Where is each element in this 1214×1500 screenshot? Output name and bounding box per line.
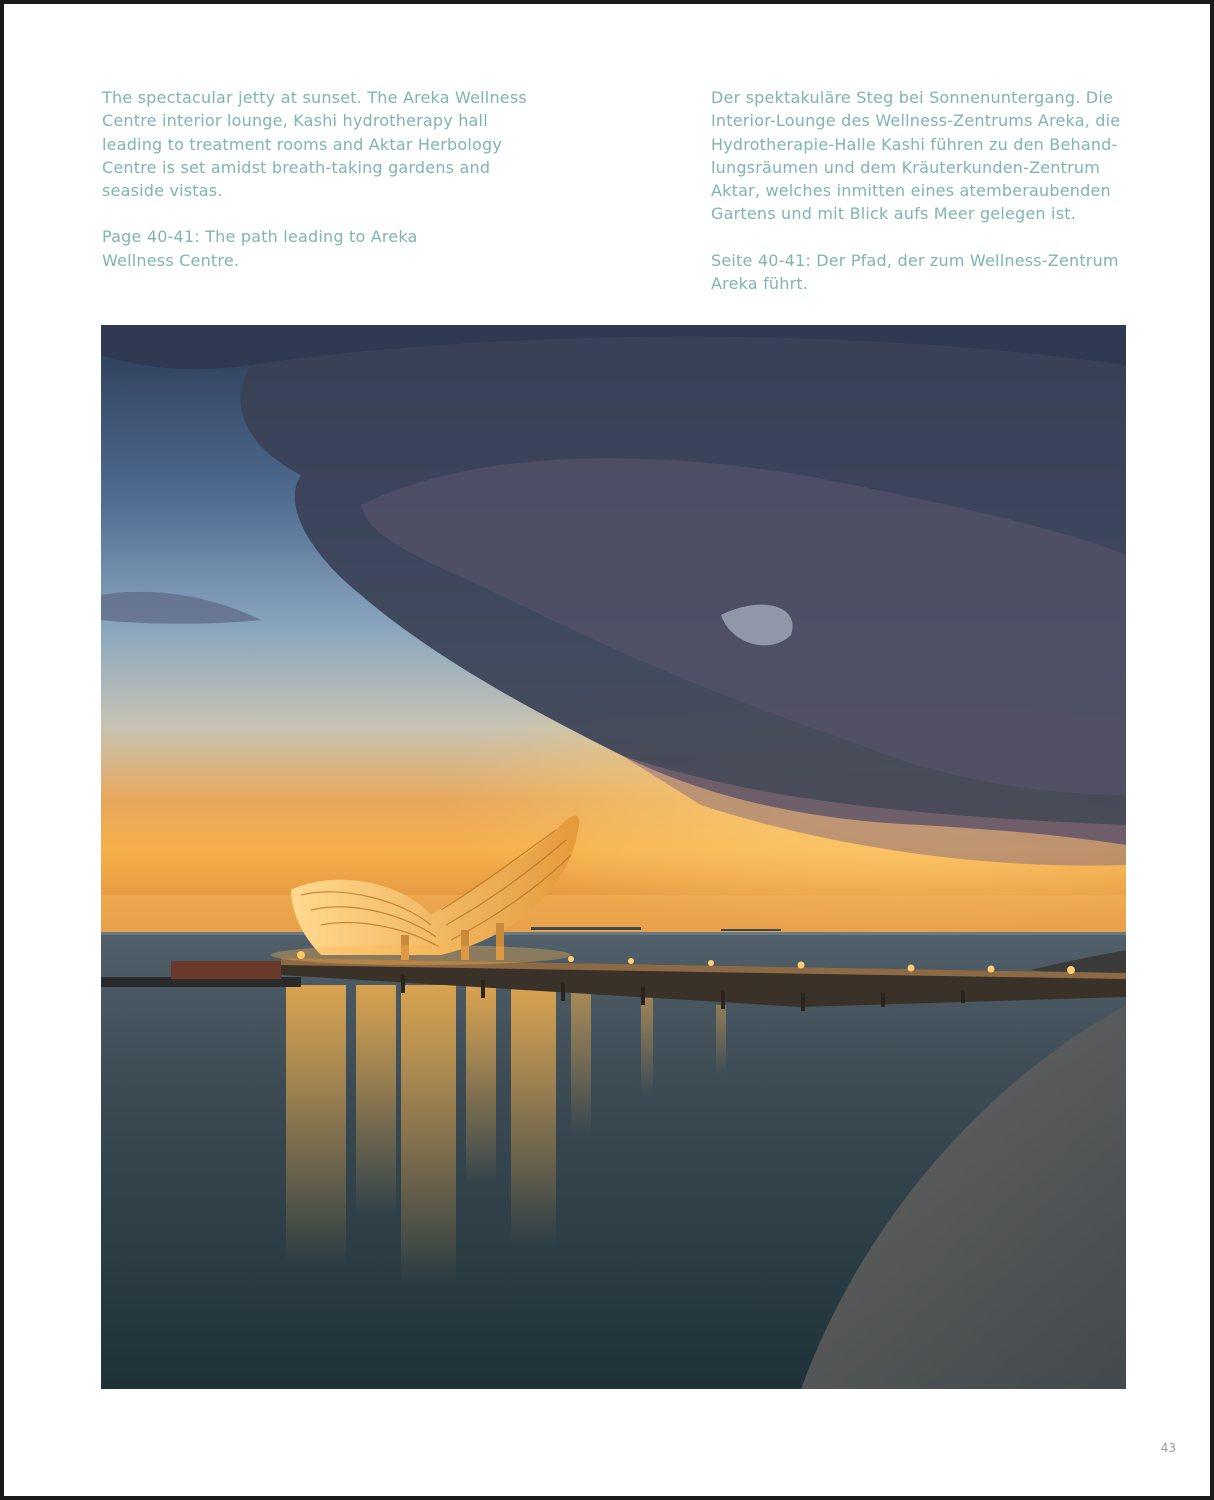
caption-en-paragraph-2: [102, 225, 542, 272]
caption-line: Areka führt.: [711, 274, 809, 294]
jetty-sunset-photo: [101, 325, 1126, 1389]
caption-english: [102, 86, 542, 272]
caption-line: Der spektakuläre Steg bei Sonnenuntergang. Die: [711, 88, 1114, 107]
caption-line: Gartens und mit Blick aufs Meer gelegen ist.: [711, 204, 1077, 224]
caption-de-paragraph-2: [711, 249, 1141, 296]
caption-line: Centre interior lounge, Kashi hydrotherapy hall: [102, 111, 488, 131]
caption-en-paragraph-1: [102, 86, 542, 202]
caption-line: Aktar, welches inmitten eines atemberaubenden: [711, 181, 1111, 201]
caption-line: Hydrotherapie-Halle Kashi führen zu den Behand-: [711, 134, 1118, 154]
caption-line: leading to treatment rooms and Aktar Herbology: [102, 134, 502, 154]
caption-line: The spectacular jetty at sunset. The Areka Wellness: [102, 88, 527, 107]
caption-de-paragraph-1: [711, 86, 1141, 226]
caption-line: Page 40-41: The path leading to Areka: [102, 227, 418, 247]
caption-line: Centre is set amidst breath-taking gardens and: [102, 157, 491, 177]
caption-line: Wellness Centre.: [102, 250, 240, 270]
caption-line: seaside vistas.: [102, 181, 223, 201]
caption-line: Seite 40-41: Der Pfad, der zum Wellness-Zentrum: [711, 250, 1119, 270]
caption-german: [711, 86, 1141, 295]
page-number: 43: [1160, 1441, 1176, 1455]
caption-line: Interior-Lounge des Wellness-Zentrums Areka, die: [711, 111, 1121, 131]
caption-line: lungsräumen und dem Kräuterkunden-Zentrum: [711, 157, 1100, 177]
